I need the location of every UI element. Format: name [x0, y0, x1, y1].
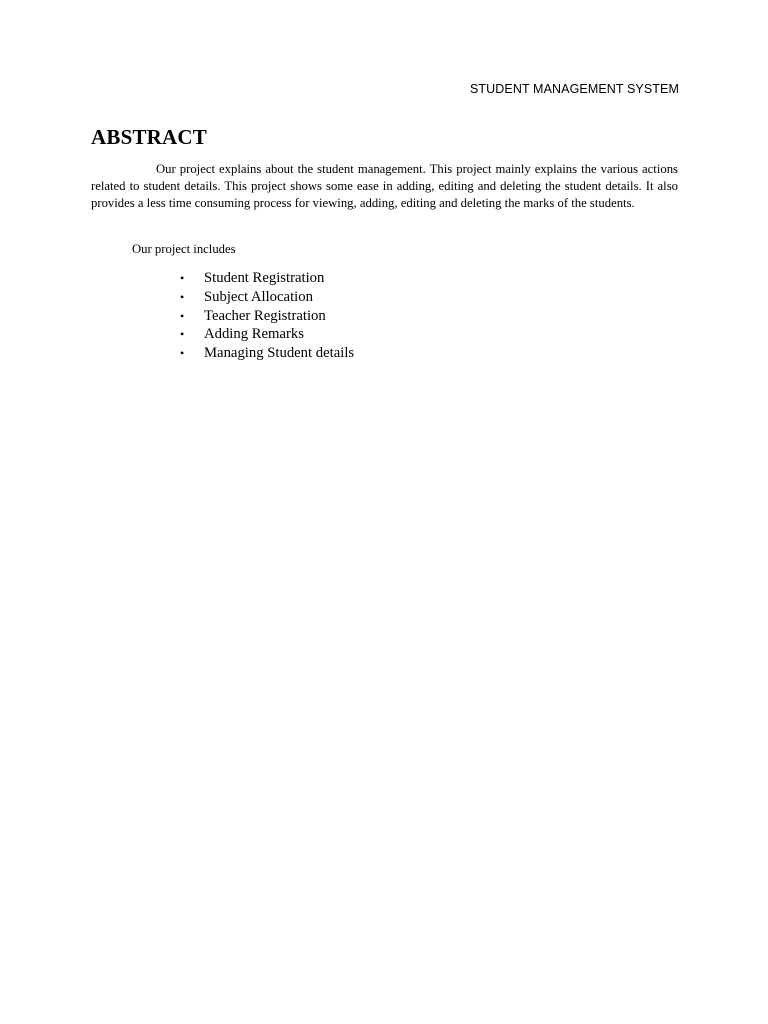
list-item [180, 269, 354, 288]
bullet-icon: • [180, 308, 185, 323]
list-item-label: Subject Allocation [204, 288, 313, 305]
list-item-label: Student Registration [204, 270, 325, 286]
bullet-icon: • [180, 346, 185, 361]
list-item-label: Managing Student details [204, 345, 355, 362]
list-item [180, 307, 354, 326]
list-item [180, 344, 354, 363]
feature-list [180, 269, 354, 363]
abstract-paragraph: Our project explains about the student management. This project mainly explains the various actions related to student details. This project shows some ease in adding, editing and deleting the student details. It also provides a less time consuming process for viewing, adding, editing and deleting the marks of the students. [91, 162, 678, 211]
list-item-label: Adding Remarks [204, 326, 304, 343]
running-header: STUDENT MANAGEMENT SYSTEM [469, 82, 679, 96]
bullet-icon: • [180, 271, 185, 285]
includes-intro: Our project includes [132, 242, 236, 256]
bullet-icon: • [180, 327, 185, 342]
section-title: ABSTRACT [91, 125, 207, 149]
bullet-icon: • [180, 289, 185, 304]
list-item [180, 288, 354, 307]
list-item [180, 325, 354, 344]
list-item-label: Teacher Registration [204, 307, 326, 324]
